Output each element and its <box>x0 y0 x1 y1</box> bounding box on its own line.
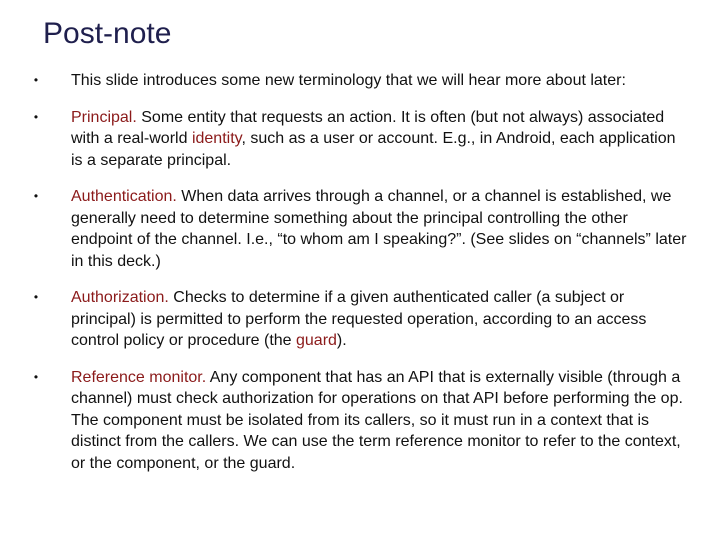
bullet-text: , such as a user or account. E.g., in Android, each application is a separate principal. <box>71 130 676 169</box>
term-identity: identity <box>191 130 242 147</box>
term-authorization: Authorization. <box>71 289 169 306</box>
bullet-dot: • <box>33 73 39 87</box>
bullet-text: Some entity that requests an action. It is often (but not always) associated with a real-world <box>71 108 665 147</box>
term-guard: guard <box>296 332 337 349</box>
slide-title: Post-note <box>43 17 172 50</box>
bullet-item-authentication <box>30 186 690 272</box>
bullet-dot: • <box>33 290 39 304</box>
bullet-list <box>30 70 690 489</box>
bullet-item-authorization <box>30 287 690 352</box>
bullet-item-principal <box>30 107 690 172</box>
bullet-item-reference-monitor <box>30 367 690 475</box>
bullet-text: Checks to determine if a given authenticated caller (a subject or principal) is permitted to perform the requested operation, according to an access control policy or procedure (the <box>71 289 647 349</box>
bullet-item-intro <box>30 70 690 92</box>
bullet-dot: • <box>33 369 39 384</box>
term-principal: Principal. <box>71 108 137 126</box>
term-authentication: Authentication. <box>71 188 177 205</box>
bullet-dot: • <box>33 189 39 203</box>
bullet-text: When data arrives through a channel, or a channel is established, we generally need to determine something about the principal controlling the other endpoint of the channel. I.e., “to whom am I speaking?”. (See slides on “channels” later in this deck.) <box>71 188 687 270</box>
bullet-text: ). <box>336 332 347 349</box>
term-reference-monitor: Reference monitor. <box>71 368 207 386</box>
bullet-text: This slide introduces some new terminology that we will hear more about later: <box>71 72 626 89</box>
bullet-dot: • <box>33 109 39 124</box>
bullet-text: Any component that has an API that is externally visible (through a channel) must check authorization for operations on that API before performing the op. The component must be isolated from its callers, so it must run in a context that is distinct from the callers. We can use the term reference monitor to refer to the context, or the component, or the guard. <box>71 368 683 472</box>
